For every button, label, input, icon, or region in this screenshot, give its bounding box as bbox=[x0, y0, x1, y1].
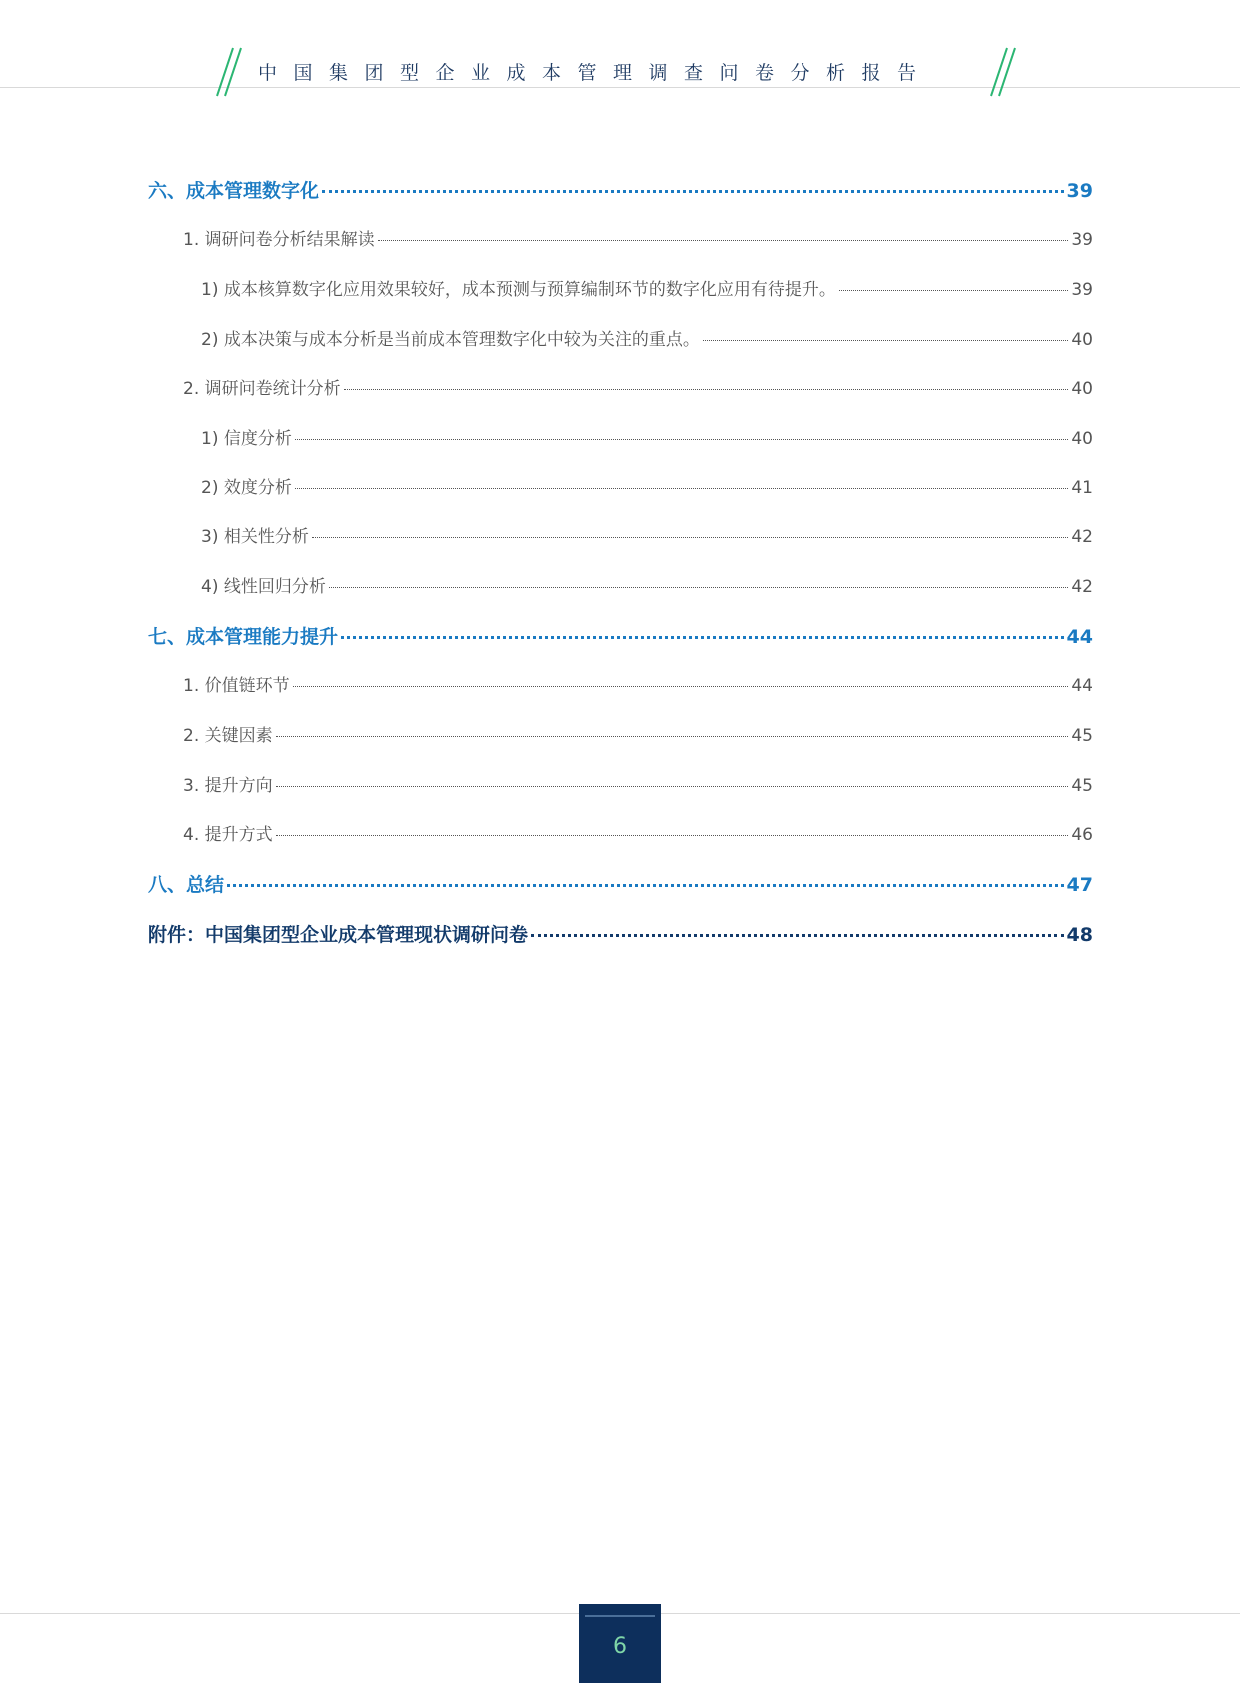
dot-leader bbox=[295, 488, 1069, 489]
toc-entry[interactable] bbox=[148, 820, 1093, 845]
toc-entry[interactable] bbox=[148, 572, 1093, 597]
dot-leader bbox=[839, 290, 1069, 291]
toc-entry-page: 42 bbox=[1071, 527, 1093, 547]
dot-leader bbox=[344, 389, 1069, 390]
toc-entry[interactable] bbox=[148, 275, 1093, 300]
toc-entry-page: 39 bbox=[1071, 230, 1093, 250]
toc-entry-label: 六、成本管理数字化 bbox=[148, 180, 320, 202]
dot-leader bbox=[276, 835, 1069, 836]
toc-entry[interactable] bbox=[148, 771, 1093, 796]
dot-leader bbox=[312, 537, 1069, 538]
toc-entry[interactable] bbox=[148, 721, 1093, 746]
toc-entry-label: 1) 信度分析 bbox=[201, 429, 292, 449]
toc-entry-label: 3) 相关性分析 bbox=[201, 527, 309, 547]
dot-leader bbox=[322, 190, 1064, 193]
toc-entry-page: 40 bbox=[1071, 379, 1093, 399]
toc-entry-label: 八、总结 bbox=[148, 874, 225, 896]
toc-entry-label: 3. 提升方向 bbox=[183, 776, 273, 796]
slash-decoration-right-icon bbox=[987, 46, 1027, 98]
toc-entry-page: 47 bbox=[1066, 874, 1093, 896]
header-divider bbox=[0, 87, 1240, 88]
toc-entry-label: 4. 提升方式 bbox=[183, 825, 273, 845]
toc-entry-page: 40 bbox=[1071, 330, 1093, 350]
toc-entry-page: 46 bbox=[1071, 825, 1093, 845]
toc-entry-page: 41 bbox=[1071, 478, 1093, 498]
slash-decoration-left-icon bbox=[213, 46, 253, 98]
dot-leader bbox=[295, 439, 1069, 440]
page-number-box bbox=[579, 1604, 661, 1683]
toc-entry[interactable] bbox=[148, 325, 1093, 350]
dot-leader bbox=[329, 587, 1069, 588]
toc-entry-label: 附件：中国集团型企业成本管理现状调研问卷 bbox=[148, 924, 529, 946]
toc-entry-label: 1. 调研问卷分析结果解读 bbox=[183, 230, 375, 250]
dot-leader bbox=[293, 686, 1069, 687]
dot-leader bbox=[703, 340, 1069, 341]
toc-entry-page: 42 bbox=[1071, 577, 1093, 597]
toc-entry-page: 44 bbox=[1071, 676, 1093, 696]
toc-entry[interactable] bbox=[148, 225, 1093, 250]
toc-entry-page: 45 bbox=[1071, 726, 1093, 746]
toc-entry-page: 44 bbox=[1066, 626, 1093, 648]
toc-entry-label: 2) 效度分析 bbox=[201, 478, 292, 498]
toc-entry-page: 40 bbox=[1071, 429, 1093, 449]
dot-leader bbox=[531, 934, 1064, 937]
dot-leader bbox=[276, 786, 1069, 787]
dot-leader bbox=[378, 240, 1069, 241]
toc-entry[interactable] bbox=[148, 522, 1093, 547]
toc-entry-page: 45 bbox=[1071, 776, 1093, 796]
toc-entry-page: 39 bbox=[1071, 280, 1093, 300]
dot-leader bbox=[341, 636, 1064, 639]
toc-entry[interactable] bbox=[148, 622, 1093, 649]
toc-entry-label: 2) 成本决策与成本分析是当前成本管理数字化中较为关注的重点。 bbox=[201, 330, 700, 350]
toc-entry[interactable] bbox=[148, 870, 1093, 897]
toc-entry[interactable] bbox=[148, 671, 1093, 696]
dot-leader bbox=[227, 884, 1064, 887]
toc-entry[interactable] bbox=[148, 473, 1093, 498]
toc-entry-page: 39 bbox=[1066, 180, 1093, 202]
toc-entry[interactable] bbox=[148, 374, 1093, 399]
toc-entry-page: 48 bbox=[1066, 924, 1093, 946]
toc-entry[interactable] bbox=[148, 920, 1093, 947]
page-number: 6 bbox=[613, 1634, 627, 1659]
toc-entry[interactable] bbox=[148, 424, 1093, 449]
toc-entry-label: 4) 线性回归分析 bbox=[201, 577, 326, 597]
toc-entry-label: 2. 关键因素 bbox=[183, 726, 273, 746]
report-title: 中国集团型企业成本管理调查问卷分析报告 bbox=[258, 62, 933, 84]
toc-entry-label: 1) 成本核算数字化应用效果较好，成本预测与预算编制环节的数字化应用有待提升。 bbox=[201, 280, 836, 300]
toc-entry-label: 2. 调研问卷统计分析 bbox=[183, 379, 341, 399]
toc-entry-label: 七、成本管理能力提升 bbox=[148, 626, 339, 648]
dot-leader bbox=[276, 736, 1069, 737]
toc-entry[interactable] bbox=[148, 176, 1093, 203]
toc-entry-label: 1. 价值链环节 bbox=[183, 676, 290, 696]
page-number-bar bbox=[585, 1615, 655, 1617]
